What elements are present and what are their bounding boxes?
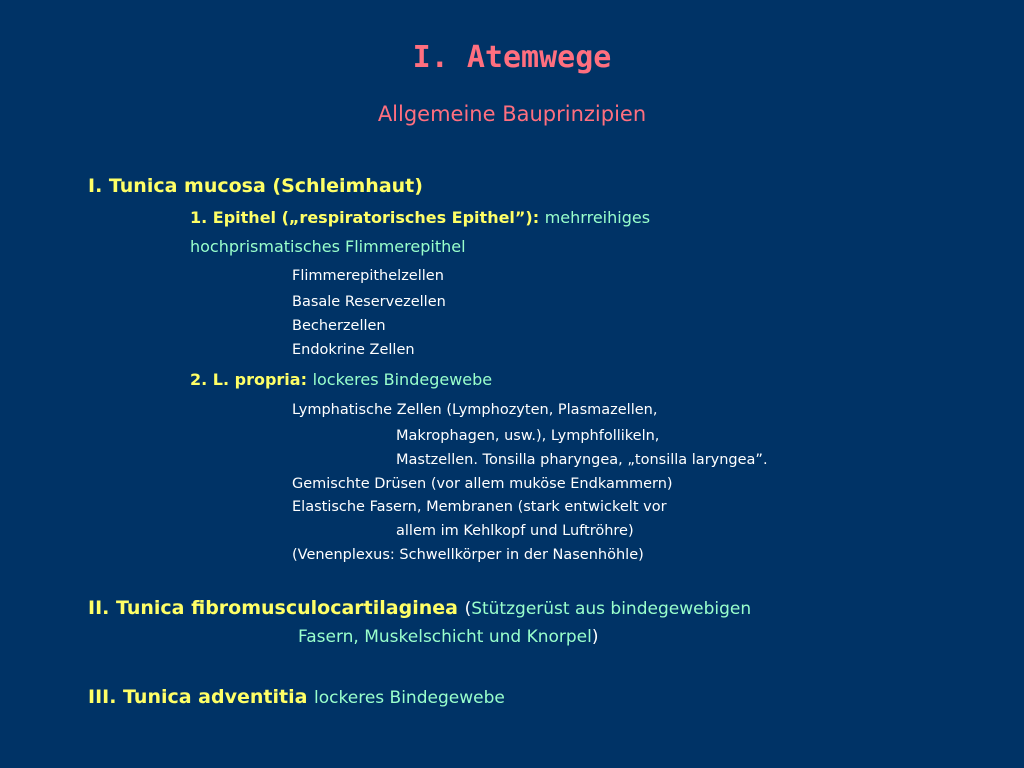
slide-title: I. Atemwege [412, 40, 612, 75]
propria-item: Mastzellen. Tonsilla pharyngea, „tonsilla laryngea”. [396, 452, 768, 468]
propria-item: Elastische Fasern, Membranen (stark entwickelt vor [292, 499, 667, 515]
slide-subtitle: Allgemeine Bauprinzipien [377, 102, 647, 126]
epithel-line [190, 208, 650, 227]
propria-desc: lockeres Bindegewebe [312, 370, 493, 389]
adventitia-line [88, 686, 505, 708]
epithel-label: 1. Epithel („respiratorisches Epithel”): [190, 208, 540, 227]
propria-item: (Venenplexus: Schwellkörper in der Nasenhöhle) [292, 547, 644, 563]
fibro-desc-2: Fasern, Muskelschicht und Knorpel [298, 627, 592, 647]
propria-label: 2. L. propria: [190, 370, 307, 389]
cell-item: Becherzellen [292, 318, 386, 334]
cell-item: Basale Reservezellen [292, 294, 446, 310]
fibro-paren-open: ( [464, 599, 472, 619]
epithel-desc-2: hochprismatisches Flimmerepithel [190, 237, 466, 256]
fibro-heading: II. Tunica fibromusculocartilaginea [88, 597, 458, 619]
fibro-desc-1: Stützgerüst aus bindegewebigen [471, 599, 752, 619]
adventitia-heading: III. Tunica adventitia [88, 686, 308, 708]
mucosa-heading: I. Tunica mucosa (Schleimhaut) [88, 175, 423, 197]
epithel-desc-1: mehrreihiges [544, 208, 651, 227]
cell-item: Flimmerepithelzellen [292, 268, 444, 284]
fibro-line [88, 597, 751, 619]
adventitia-desc: lockeres Bindegewebe [314, 688, 505, 708]
propria-item: allem im Kehlkopf und Luftröhre) [396, 523, 634, 539]
fibro-paren-close: ) [591, 627, 599, 647]
propria-item: Makrophagen, usw.), Lymphfollikeln, [396, 428, 660, 444]
propria-item: Gemischte Drüsen (vor allem muköse Endkammern) [292, 476, 673, 492]
fibro-line-2 [298, 627, 599, 647]
propria-line [190, 370, 492, 389]
cell-item: Endokrine Zellen [292, 342, 415, 358]
propria-item: Lymphatische Zellen (Lymphozyten, Plasmazellen, [292, 402, 658, 418]
